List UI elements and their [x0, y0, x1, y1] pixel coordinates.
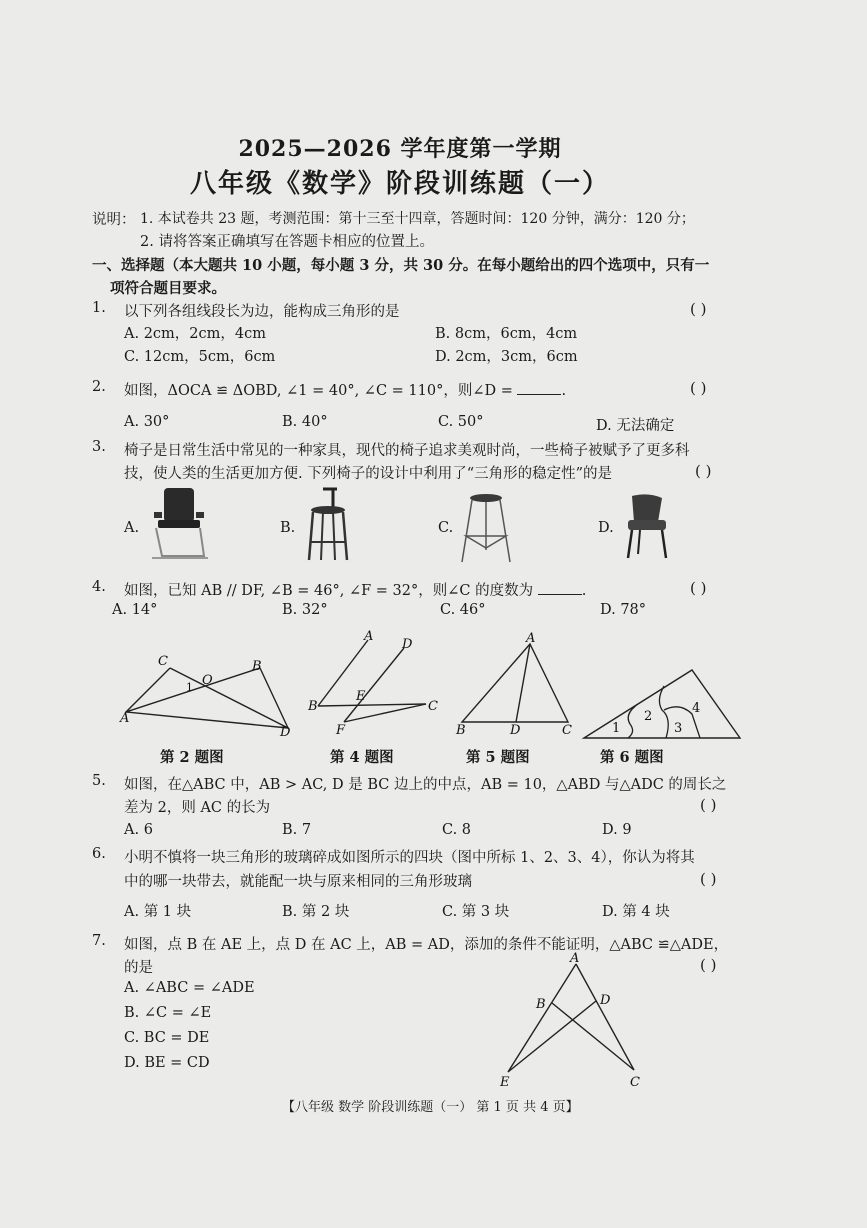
page-footer: 【八年级 数学 阶段训练题（一） 第 1 页 共 4 页】	[282, 1100, 579, 1115]
q4-option-c: C. 46°	[440, 602, 486, 618]
q3-option-c: C.	[438, 520, 454, 536]
section-1-header-cont: 项符合题目要求。	[110, 280, 226, 297]
figure-q5	[456, 630, 586, 740]
q3-number: 3.	[92, 439, 106, 455]
q1-answer-paren: ( )	[690, 300, 707, 318]
f4-label-f: F	[336, 723, 346, 738]
f5-label-c: C	[562, 723, 572, 738]
f6-label-4: 4	[692, 701, 701, 716]
q4-stem-end: .	[581, 583, 587, 599]
q5-option-d: D. 9	[602, 822, 632, 838]
notes-label: 说明：	[92, 212, 136, 228]
q2-number: 2.	[92, 379, 106, 395]
q6-option-d: D. 第 4 块	[602, 904, 670, 920]
q3-option-d: D.	[598, 520, 614, 536]
q3-chair-c-image	[458, 490, 514, 568]
q3-chair-a-image	[148, 486, 214, 564]
q5-stem-line-2: 差为 2，则 AC 的长为	[124, 800, 271, 816]
f2-label-d: D	[280, 725, 291, 740]
q1-option-c: C. 12cm，5cm，6cm	[124, 349, 276, 365]
q2-option-a: A. 30°	[124, 414, 170, 430]
f5-label-b: B	[456, 723, 466, 738]
figure-q6	[580, 664, 750, 744]
f2-label-1: 1	[186, 681, 193, 694]
q2-stem-end: .	[561, 383, 567, 399]
q4-option-b: B. 32°	[282, 602, 328, 618]
q1-option-b: B. 8cm，6cm，4cm	[435, 326, 578, 342]
f7-label-a: A	[570, 951, 580, 966]
figure-q6-caption: 第 6 题图	[600, 749, 664, 766]
figure-q5-caption: 第 5 题图	[466, 749, 530, 766]
q6-option-c: C. 第 3 块	[442, 904, 510, 920]
f5-label-a: A	[526, 631, 536, 646]
q2-stem: 如图，ΔOCA ≌ ΔOBD, ∠1 = 40°, ∠C = 110°，则∠D =	[124, 383, 513, 399]
q7-option-a: A. ∠ABC = ∠ADE	[124, 980, 255, 996]
q6-option-a: A. 第 1 块	[124, 904, 192, 920]
f6-label-2: 2	[644, 709, 653, 724]
figure-q2-caption: 第 2 题图	[160, 749, 224, 766]
q6-number: 6.	[92, 846, 106, 862]
f2-label-b: B	[252, 659, 262, 674]
f4-label-d: D	[402, 637, 413, 652]
q2-option-d: D. 无法确定	[596, 418, 675, 434]
q5-option-b: B. 7	[282, 822, 312, 838]
exam-title: 八年级《数学》阶段训练题（一）	[189, 169, 610, 199]
q5-answer-paren: ( )	[700, 796, 717, 814]
q1-option-a: A. 2cm，2cm，4cm	[124, 326, 266, 342]
q7-option-b: B. ∠C = ∠E	[124, 1005, 212, 1021]
q4-option-d: D. 78°	[600, 602, 647, 618]
q6-stem-line-1: 小明不慎将一块三角形的玻璃碎成如图所示的四块（图中所标 1、2、3、4），你认为将其	[124, 850, 695, 866]
notes-line-1: 1. 本试卷共 23 题，考测范围：第十三至十四章，答题时间：120 分钟，满分：120 分；	[140, 211, 695, 227]
q5-stem-line-1: 如图，在△ABC 中，AB > AC, D 是 BC 边上的中点，AB = 10，△ABD 与△ADC 的周长之	[124, 777, 727, 793]
figure-q7	[496, 950, 656, 1090]
q3-stem-line-1: 椅子是日常生活中常见的一种家具，现代的椅子追求美观时尚，一些椅子被赋予了更多科	[124, 443, 690, 459]
f7-label-b: B	[536, 997, 546, 1012]
q7-option-d: D. BE = CD	[124, 1055, 210, 1071]
f5-label-d: D	[510, 723, 521, 738]
f7-label-e: E	[500, 1075, 510, 1090]
f4-label-e: E	[356, 689, 366, 704]
q2-option-c: C. 50°	[438, 414, 484, 430]
q4-stem: 如图，已知 AB // DF, ∠B = 46°, ∠F = 32°，则∠C 的度数为	[124, 583, 534, 599]
q5-number: 5.	[92, 773, 106, 789]
section-1-header: 一、选择题（本大题共 10 小题，每小题 3 分，共 30 分。在每小题给出的四个选项中，只有一	[92, 257, 710, 274]
q3-stem-line-2: 技，使人类的生活更加方便. 下列椅子的设计中利用了“三角形的稳定性”的是	[124, 466, 613, 482]
q5-option-c: C. 8	[442, 822, 472, 838]
q6-answer-paren: ( )	[700, 870, 717, 888]
figure-q4	[306, 630, 446, 740]
figure-q4-caption: 第 4 题图	[330, 749, 394, 766]
q7-stem-line-2: 的是	[124, 960, 153, 976]
q2-blank	[517, 382, 561, 395]
f2-label-a: A	[120, 711, 130, 726]
exam-term: 2025—2026 学年度第一学期	[238, 136, 562, 162]
q3-answer-paren: ( )	[695, 462, 712, 480]
q3-option-b: B.	[280, 520, 296, 536]
f2-label-o: O	[202, 673, 213, 688]
q4-blank	[538, 582, 582, 595]
q6-stem-line-2: 中的哪一块带去，就能配一块与原来相同的三角形玻璃	[124, 874, 472, 890]
q7-answer-paren: ( )	[700, 956, 717, 974]
q5-option-a: A. 6	[124, 822, 153, 838]
q2-option-b: B. 40°	[282, 414, 328, 430]
notes-line-2: 2. 请将答案正确填写在答题卡相应的位置上。	[140, 234, 434, 250]
q4-number: 4.	[92, 579, 106, 595]
q7-option-c: C. BC = DE	[124, 1030, 210, 1046]
q6-option-b: B. 第 2 块	[282, 904, 350, 920]
f7-label-c: C	[630, 1075, 640, 1090]
f4-label-b: B	[308, 699, 318, 714]
q3-option-a: A.	[124, 520, 140, 536]
figure-q2	[118, 652, 298, 742]
f7-label-d: D	[600, 993, 611, 1008]
q2-answer-paren: ( )	[690, 379, 707, 397]
q4-answer-paren: ( )	[690, 579, 707, 597]
q1-number: 1.	[92, 300, 106, 316]
f2-label-c: C	[158, 654, 168, 669]
q1-option-d: D. 2cm，3cm，6cm	[435, 349, 578, 365]
f6-label-1: 1	[612, 721, 621, 736]
f4-label-c: C	[428, 699, 438, 714]
q7-stem-line-1: 如图，点 B 在 AE 上，点 D 在 AC 上，AB = AD，添加的条件不能证明，△ABC ≌△ADE，	[124, 937, 729, 953]
q3-chair-b-image	[303, 486, 353, 564]
f4-label-a: A	[364, 629, 374, 644]
q7-number: 7.	[92, 933, 106, 949]
q3-chair-d-image	[622, 492, 672, 562]
f6-label-3: 3	[674, 721, 683, 736]
q1-stem: 以下列各组线段长为边，能构成三角形的是	[124, 304, 400, 320]
q4-option-a: A. 14°	[112, 602, 158, 618]
